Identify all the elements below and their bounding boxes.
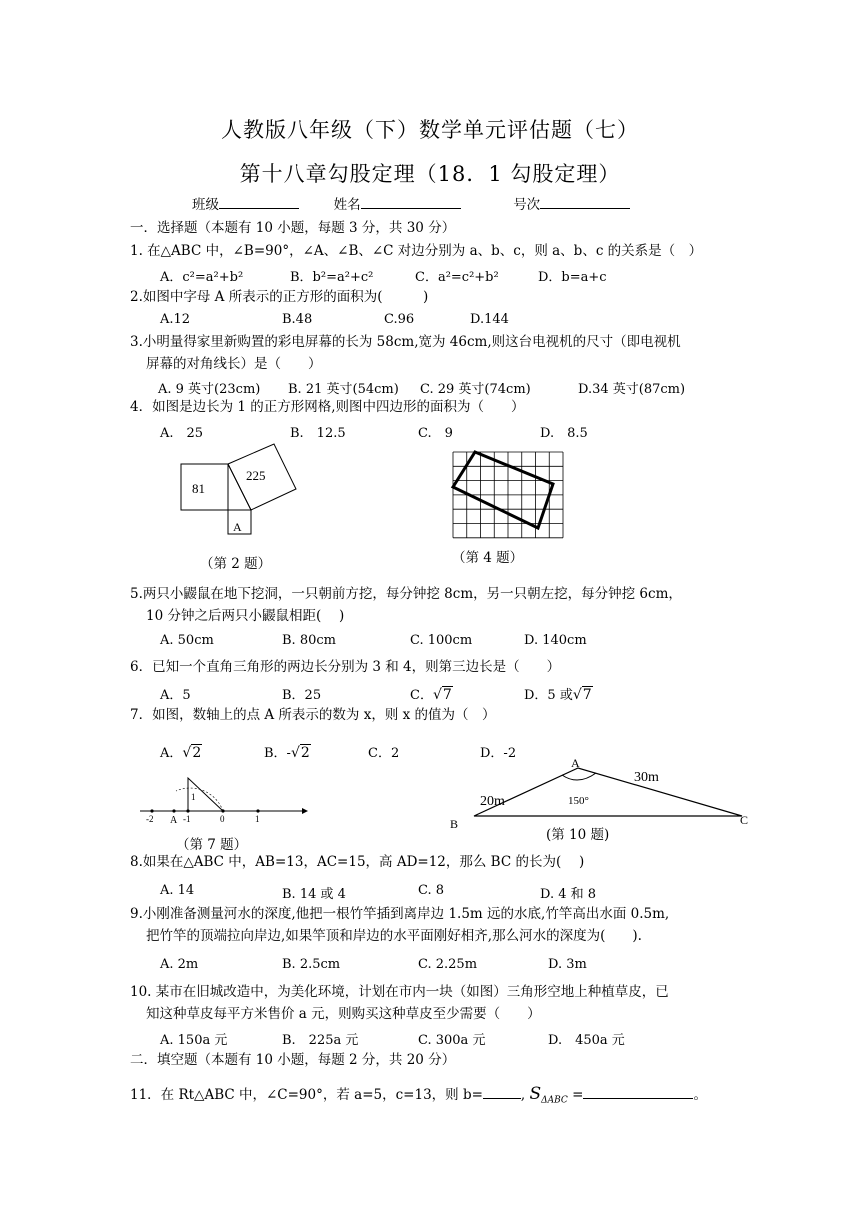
q10-option-c: C. 300a 元 [418,1033,486,1048]
q10-stem-line1: 10. 某市在旧城改造中，为美化环境，计划在市内一块（如图）三角形空地上种植草皮，已 [130,984,669,1000]
q5-option-b: B. 80cm [282,633,336,648]
q3-option-a: A. 9 英寸(23cm) [158,382,261,397]
info-line [192,196,630,214]
class-field[interactable] [219,208,299,209]
q9-option-a: A. 2m [160,957,199,972]
svg-text:A: A [571,756,580,770]
svg-text:-2: -2 [146,814,154,824]
svg-text:1: 1 [255,814,260,824]
quadrilateral [453,452,553,528]
figure-4-caption: （第 4 题） [452,550,524,566]
q8-option-b: B. 14 或 4 [282,887,346,902]
q5-option-d: D. 140cm [524,633,587,648]
q6-option-d: D．5 或√7 [524,687,592,703]
label-81: 81 [192,481,205,496]
name-field[interactable] [361,208,461,209]
sqrt-7-d: √7 [572,687,592,703]
q7-option-a: A．√2 [160,745,202,761]
q8-stem: 8.如果在△ABC 中，AB=13，AC=15，高 AD=12，那么 BC 的长为( ) [130,854,585,870]
q4-stem: 4．如图是边长为 1 的正方形网格,则图中四边形的面积为（ ） [130,399,525,415]
q4-option-b: B. 12.5 [290,426,346,441]
q9-option-b: B. 2.5cm [282,957,341,972]
q2-option-b: B.48 [282,312,313,327]
q2-option-a: A.12 [160,312,191,327]
number-label: 号次 [513,197,541,213]
q8-option-c: C. 8 [418,883,445,898]
q4-option-a: A. 25 [160,426,204,441]
q1-option-a: A．c²=a²+b² [160,270,244,285]
q7-option-c: C．2 [368,746,400,761]
figure-10-caption: (第 10 题) [546,827,610,843]
q4-option-d: D. 8.5 [540,426,588,441]
q7-stem: 7．如图，数轴上的点 A 所表示的数为 x，则 x 的值为（ ） [130,707,496,723]
q6-option-b: B．25 [282,688,322,703]
page-title: 人教版八年级（下）数学单元评估题（七） [221,118,639,142]
q11-line: 11．在 Rt△ABC 中，∠C=90°，若 a=5，c=13，则 b= , $S_{\Delta ABC}$ = 。 [130,1084,707,1106]
q5-stem-line2: 10 分钟之后两只小鼹鼠相距( ) [146,608,345,624]
q5-stem-line1: 5.两只小鼹鼠在地下挖洞，一只朝前方挖，每分钟挖 8cm，另一只朝左挖，每分钟挖 6cm， [130,586,682,602]
q9-option-c: C. 2.25m [418,957,478,972]
q3-option-b: B. 21 英寸(54cm) [288,382,399,397]
q3-option-c: C. 29 英寸(74cm) [420,382,531,397]
sqrt-7: √7 [432,687,452,703]
class-label: 班级 [192,197,219,213]
q11-stem: 11．在 Rt△ABC 中，∠C=90°，若 a=5，c=13，则 b= [130,1087,483,1103]
svg-text:20m: 20m [480,794,505,809]
q9-option-d: D. 3m [548,957,587,972]
q1-option-b: B．b²=a²+c² [290,270,374,285]
q9-stem-line1: 9.小刚准备测量河水的深度,他把一根竹竿插到离岸边 1.5m 远的水底,竹竿高出水面 0.5m, [130,906,670,922]
q2-option-d: D.144 [470,312,509,327]
svg-text:C: C [740,813,749,827]
q4-option-c: C. 9 [418,426,453,441]
figure-7-caption: （第 7 题） [176,837,248,853]
q10-option-b: B. 225a 元 [282,1033,359,1048]
label-a: A [233,520,242,534]
figure-4-grid [448,449,568,541]
section2-heading: 二．填空题（本题有 10 小题，每题 2 分，共 20 分） [130,1052,456,1068]
q3-stem-line2: 屏幕的对角线长）是（ ） [146,356,322,372]
svg-text:150°: 150° [568,795,589,807]
triangle-abc [474,768,742,816]
svg-text:0: 0 [220,814,225,824]
name-label: 姓名 [333,197,361,213]
q3-stem-line1: 3.小明量得家里新购置的彩电屏幕的长为 58cm,宽为 46cm,则这台电视机的尺寸（即电视机 [130,334,681,350]
sqrt-2: √2 [182,745,202,761]
q7-option-d: D．-2 [480,746,517,761]
q11-blank-b[interactable] [483,1098,521,1099]
label-225: 225 [246,468,266,483]
q11-blank-area[interactable] [583,1098,693,1099]
page-subtitle: 第十八章勾股定理（18．1 勾股定理） [239,162,621,186]
q1-stem: 1. 在△ABC 中，∠B=90°，∠A、∠B、∠C 对边分别为 a、b、c，则 a、b、c 的关系是（ ） [130,243,703,259]
q6-option-c: C．√7 [410,687,452,703]
svg-text:B: B [450,817,459,830]
svg-text:30m: 30m [634,770,659,785]
figure-7-number-line [136,770,308,832]
q9-stem-line2: 把竹竿的顶端拉向岸边,如果竿顶和岸边的水平面刚好相齐,那么河水的深度为( ). [146,928,642,944]
q10-option-a: A. 150a 元 [160,1033,228,1048]
svg-text:1: 1 [191,792,196,802]
q5-option-a: A. 50cm [160,633,214,648]
figure-2-squares [170,440,310,540]
figure-2-caption: （第 2 题） [200,556,272,572]
q6-option-a: A．5 [160,688,191,703]
q8-option-a: A. 14 [160,883,195,898]
q1-option-c: C．a²=c²+b² [415,270,499,285]
figure-10-triangle [446,756,756,830]
number-field[interactable] [540,208,630,209]
q7-option-b: B．-√2 [264,745,310,761]
svg-text:-1: -1 [183,814,191,824]
q10-option-d: D. 450a 元 [548,1033,625,1048]
section1-heading: 一．选择题（本题有 10 小题，每题 3 分，共 30 分） [130,220,456,236]
s-symbol: S [529,1084,542,1104]
q2-stem: 2.如图中字母 A 所表示的正方形的面积为( ) [130,289,429,305]
q6-stem: 6．已知一个直角三角形的两边长分别为 3 和 4，则第三边长是（ ） [130,659,561,675]
q2-option-c: C.96 [384,312,415,327]
q5-option-c: C. 100cm [410,633,473,648]
q3-option-d: D.34 英寸(87cm) [578,382,686,397]
q10-stem-line2: 知这种草皮每平方米售价 a 元，则购买这种草皮至少需要（ ） [146,1006,541,1022]
sqrt-2-b: √2 [290,745,310,761]
q1-option-d: D．b=a+c [538,270,607,285]
svg-text:A: A [170,815,178,826]
q8-option-d: D. 4 和 8 [540,887,597,902]
